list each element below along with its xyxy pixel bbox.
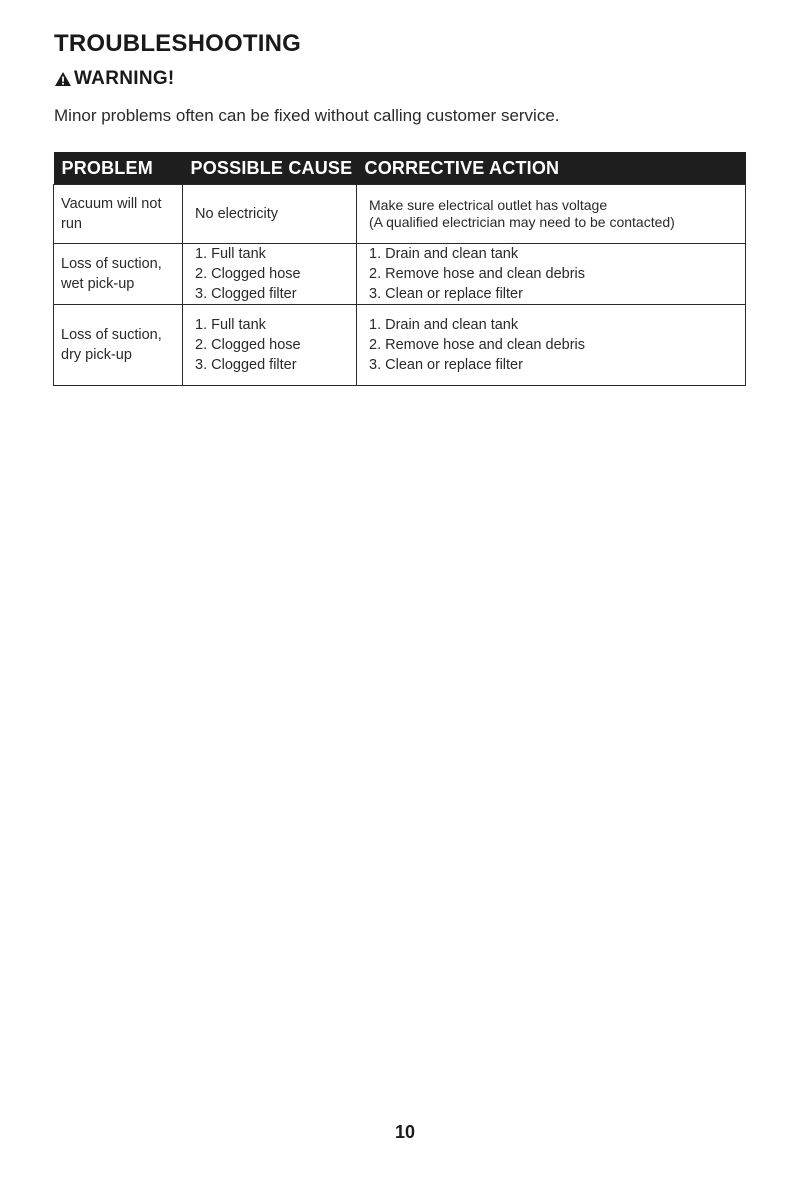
warning-heading <box>54 68 175 90</box>
cause-line: 1. Full tank <box>195 317 266 333</box>
warning-label: WARNING! <box>74 68 175 89</box>
action-line: 1. Drain and clean tank <box>369 246 519 262</box>
problem-line: dry pick-up <box>61 347 132 363</box>
header-possible-cause: POSSIBLE CAUSE <box>183 152 357 185</box>
cause-line: No electricity <box>195 206 278 222</box>
problem-cell <box>54 305 183 386</box>
intro-text: Minor problems often can be fixed without calling customer service. <box>54 106 560 125</box>
table-row <box>54 305 746 386</box>
table-row <box>54 244 746 305</box>
page-number: 10 <box>394 1122 416 1142</box>
problem-line: Vacuum will not <box>61 196 162 212</box>
action-cell <box>357 185 746 244</box>
page-title: TROUBLESHOOTING <box>54 30 301 57</box>
problem-line: wet pick-up <box>61 276 135 292</box>
action-line: 3. Clean or replace filter <box>369 357 523 373</box>
table-header-row <box>54 152 746 185</box>
action-line: 2. Remove hose and clean debris <box>369 266 586 282</box>
cause-line: 3. Clogged filter <box>195 357 297 373</box>
action-line: 2. Remove hose and clean debris <box>369 337 586 353</box>
header-corrective-action: CORRECTIVE ACTION <box>357 152 746 185</box>
problem-cell <box>54 185 183 244</box>
cause-cell <box>183 185 357 244</box>
problem-line: Loss of suction, <box>61 256 162 272</box>
problem-line: Loss of suction, <box>61 327 162 343</box>
problem-line: run <box>61 216 82 232</box>
troubleshooting-table <box>53 152 746 386</box>
action-cell <box>357 305 746 386</box>
warning-triangle-icon <box>54 71 72 87</box>
cause-line: 3. Clogged filter <box>195 286 297 302</box>
cause-line: 2. Clogged hose <box>195 337 301 353</box>
action-cell <box>357 244 746 305</box>
action-line: 3. Clean or replace filter <box>369 286 523 302</box>
action-line: (A qualified electrician may need to be contacted) <box>369 214 675 230</box>
action-line: Make sure electrical outlet has voltage <box>369 197 608 213</box>
cause-line: 2. Clogged hose <box>195 266 301 282</box>
action-line: 1. Drain and clean tank <box>369 317 519 333</box>
table-row <box>54 185 746 244</box>
cause-cell <box>183 305 357 386</box>
header-problem: PROBLEM <box>54 152 183 185</box>
cause-cell <box>183 244 357 305</box>
cause-line: 1. Full tank <box>195 246 266 262</box>
problem-cell <box>54 244 183 305</box>
